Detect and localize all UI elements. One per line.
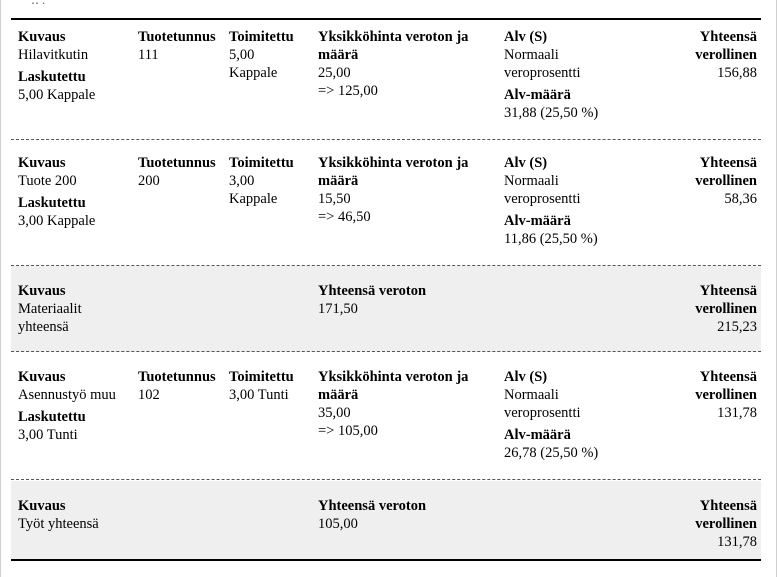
vat-type-line2: veroprosentti xyxy=(504,405,581,421)
delivered-cell xyxy=(229,28,294,82)
unit-price-value: 15,50 xyxy=(318,191,351,207)
product-code-value: 102 xyxy=(138,387,160,403)
vat-amount-value: 11,86 (25,50 %) xyxy=(504,231,598,247)
delivered-label: Toimitettu xyxy=(229,155,294,171)
subtotal-excl-vat-cell xyxy=(318,282,426,318)
subtotal-excl-vat-value: 105,00 xyxy=(318,516,358,532)
line-amount-value: => 125,00 xyxy=(318,83,378,99)
vat-type-line2: veroprosentti xyxy=(504,65,581,81)
description-value: Asennustyö muu xyxy=(18,387,116,403)
product-code-value: 111 xyxy=(138,47,159,63)
unit-price-label: Yksikköhinta veroton ja xyxy=(318,369,469,385)
total-incl-vat-value: 131,78 xyxy=(717,405,757,421)
vat-amount-value: 26,78 (25,50 %) xyxy=(504,445,599,461)
billed-label: Laskutettu xyxy=(18,69,86,85)
description-label: Kuvaus xyxy=(18,283,66,299)
unit-price-value: 25,00 xyxy=(318,65,351,81)
vat-cell xyxy=(504,28,598,122)
unit-price-cell xyxy=(318,28,468,100)
vat-type-line1: Normaali xyxy=(504,173,559,189)
total-incl-vat-label-line2: verollinen xyxy=(695,47,757,63)
delivered-cell xyxy=(229,154,294,208)
unit-price-value: 35,00 xyxy=(318,405,351,421)
subtotal-excl-vat-label: Yhteensä veroton xyxy=(318,283,427,299)
unit-price-label: Yksikköhinta veroton ja xyxy=(318,155,469,171)
vat-type-line2: veroprosentti xyxy=(504,191,581,207)
total-incl-vat-value: 131,78 xyxy=(717,534,757,550)
subtotal-row-work xyxy=(11,481,761,559)
unit-price-label-line2: määrä xyxy=(318,387,359,403)
delivered-quantity: 5,00 xyxy=(229,47,255,63)
total-incl-vat-value: 58,36 xyxy=(724,191,757,207)
product-code-value: 200 xyxy=(138,173,160,189)
description-value: Hilavitkutin xyxy=(18,47,89,63)
description-label: Kuvaus xyxy=(18,369,66,385)
description-cell xyxy=(18,282,82,336)
unit-price-cell xyxy=(318,368,468,440)
billed-label: Laskutettu xyxy=(18,195,86,211)
line-amount-value: => 105,00 xyxy=(318,423,378,439)
product-code-cell xyxy=(138,28,216,64)
vat-amount-value: 31,88 (25,50 %) xyxy=(504,105,599,121)
total-incl-vat-value: 215,23 xyxy=(717,319,757,335)
billed-value: 3,00 Kappale xyxy=(18,213,96,229)
total-incl-vat-label-line2: verollinen xyxy=(695,516,757,532)
description-cell xyxy=(18,28,95,104)
product-code-label: Tuotetunnus xyxy=(138,369,216,385)
billed-label: Laskutettu xyxy=(18,409,86,425)
vat-label: Alv (S) xyxy=(504,29,548,45)
delivered-unit: Kappale xyxy=(229,191,278,207)
description-value: Materiaalit xyxy=(18,301,82,317)
subtotal-excl-vat-value: 171,50 xyxy=(318,301,358,317)
unit-price-label: Yksikköhinta veroton ja xyxy=(318,29,469,45)
delivered-quantity: 3,00 Tunti xyxy=(229,387,289,403)
total-incl-vat-label: Yhteensä xyxy=(699,283,757,299)
total-incl-vat-cell xyxy=(695,368,757,422)
total-incl-vat-cell xyxy=(695,154,757,208)
description-label: Kuvaus xyxy=(18,498,66,514)
unit-price-label-line2: määrä xyxy=(318,173,359,189)
total-incl-vat-label: Yhteensä xyxy=(699,498,757,514)
vat-cell xyxy=(504,368,598,462)
bottom-rule xyxy=(11,559,761,561)
total-incl-vat-label-line2: verollinen xyxy=(695,387,757,403)
description-label: Kuvaus xyxy=(18,155,66,171)
total-incl-vat-label: Yhteensä xyxy=(699,29,757,45)
description-cell xyxy=(18,154,95,230)
total-incl-vat-cell xyxy=(695,282,757,336)
subtotal-excl-vat-label: Yhteensä veroton xyxy=(318,498,427,514)
delivered-unit: Kappale xyxy=(229,65,278,81)
unit-price-cell xyxy=(318,154,468,226)
vat-amount-label: Alv-määrä xyxy=(504,213,571,229)
product-code-label: Tuotetunnus xyxy=(138,29,216,45)
vat-amount-label: Alv-määrä xyxy=(504,427,571,443)
vat-type-line1: Normaali xyxy=(504,47,559,63)
vat-label: Alv (S) xyxy=(504,155,548,171)
description-cell xyxy=(18,368,116,444)
description-label: Kuvaus xyxy=(18,29,66,45)
clipped-header-text: ‥ . xyxy=(31,0,46,7)
invoice-item-row xyxy=(11,146,761,266)
total-incl-vat-value: 156,88 xyxy=(717,65,757,81)
delivered-quantity: 3,00 xyxy=(229,173,255,189)
billed-value: 5,00 Kappale xyxy=(18,87,96,103)
unit-price-label-line2: määrä xyxy=(318,47,359,63)
delivered-label: Toimitettu xyxy=(229,29,294,45)
total-incl-vat-cell xyxy=(695,28,757,82)
billed-value: 3,00 Tunti xyxy=(18,427,78,443)
description-value: Työt yhteensä xyxy=(18,516,99,532)
vat-label: Alv (S) xyxy=(504,369,548,385)
vat-cell xyxy=(504,154,598,248)
subtotal-excl-vat-cell xyxy=(318,497,426,533)
total-incl-vat-label: Yhteensä xyxy=(699,155,757,171)
total-incl-vat-label-line2: verollinen xyxy=(695,301,757,317)
subtotal-row-materials xyxy=(11,266,761,352)
product-code-cell xyxy=(138,368,216,404)
product-code-cell xyxy=(138,154,216,190)
invoice-item-row xyxy=(11,20,761,140)
description-value: Tuote 200 xyxy=(18,173,77,189)
total-incl-vat-label: Yhteensä xyxy=(699,369,757,385)
description-value-line2: yhteensä xyxy=(18,319,69,335)
delivered-label: Toimitettu xyxy=(229,369,294,385)
total-incl-vat-cell xyxy=(695,497,757,551)
vat-type-line1: Normaali xyxy=(504,387,559,403)
delivered-cell xyxy=(229,368,294,404)
invoice-item-row xyxy=(11,360,761,480)
description-cell xyxy=(18,497,99,533)
total-incl-vat-label-line2: verollinen xyxy=(695,173,757,189)
vat-amount-label: Alv-määrä xyxy=(504,87,571,103)
line-amount-value: => 46,50 xyxy=(318,209,371,225)
product-code-label: Tuotetunnus xyxy=(138,155,216,171)
